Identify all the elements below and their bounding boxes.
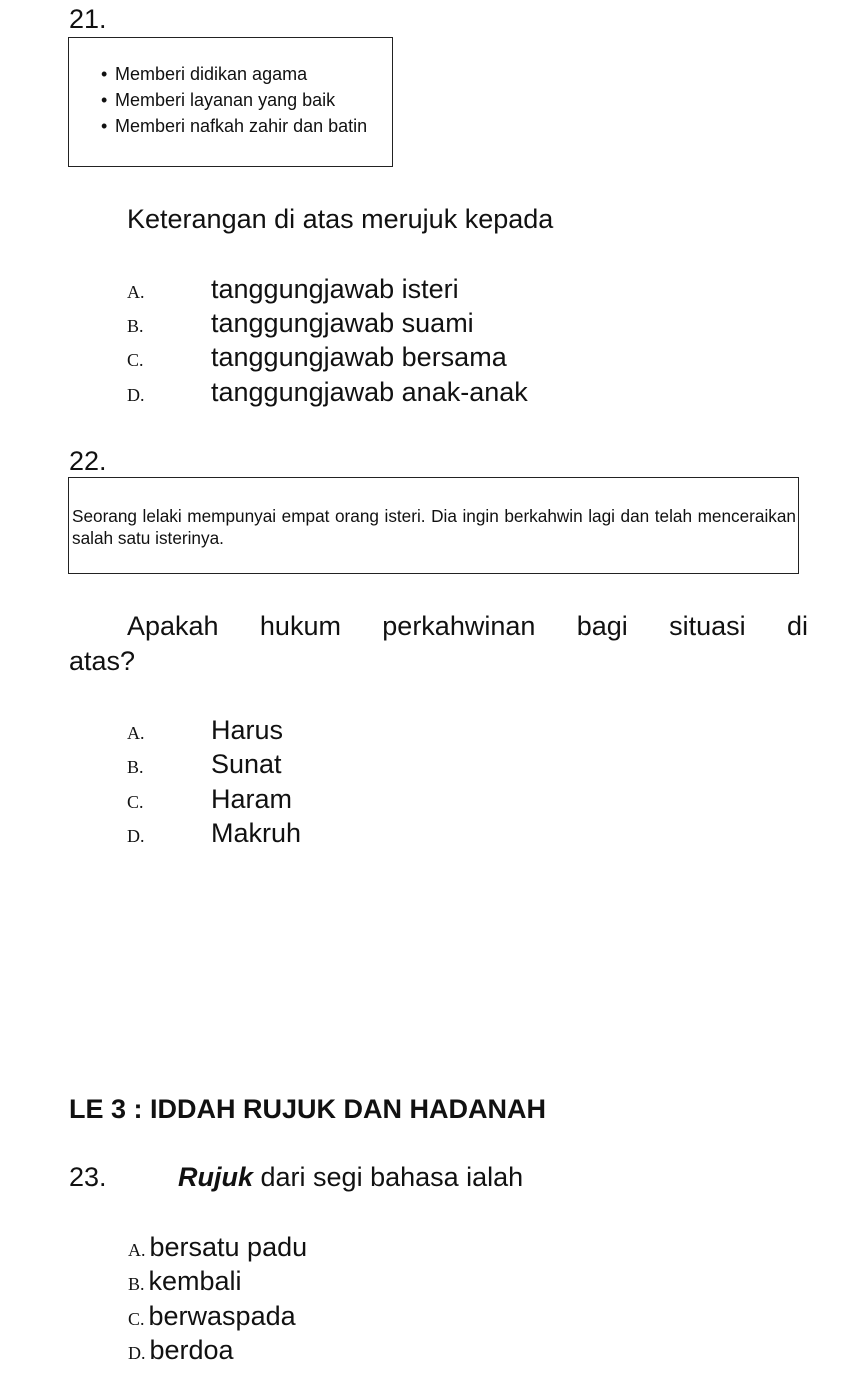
option-text: Sunat: [211, 749, 282, 779]
option-letter: D.: [127, 826, 145, 846]
bullet-list: [101, 61, 367, 139]
option-c[interactable]: [127, 342, 507, 375]
bullet-item: • Memberi layanan yang baik: [101, 87, 367, 113]
bullet-item: • Memberi didikan agama: [101, 61, 367, 87]
option-letter: C.: [128, 1309, 145, 1329]
option-letter: C.: [127, 792, 144, 812]
question-stem: Keterangan di atas merujuk kepada: [127, 204, 554, 234]
question-number: 22.: [69, 446, 107, 476]
scenario-text: Seorang lelaki mempunyai empat orang isteri. Dia ingin berkahwin lagi dan telah menceraikan salah satu isterinya.: [72, 506, 796, 548]
info-box: [68, 37, 393, 167]
option-a[interactable]: [127, 715, 283, 748]
option-letter: A.: [128, 1240, 146, 1260]
option-letter: C.: [127, 350, 144, 370]
option-c[interactable]: [127, 784, 292, 817]
option-letter: A.: [127, 723, 145, 743]
stem-word: perkahwinan: [382, 611, 536, 641]
option-c[interactable]: [128, 1301, 296, 1334]
option-letter: D.: [128, 1343, 146, 1363]
option-b[interactable]: [127, 308, 474, 341]
option-text: Makruh: [211, 818, 302, 848]
option-text: bersatu padu: [149, 1232, 308, 1262]
question-stem-continued: atas?: [69, 646, 136, 676]
option-b[interactable]: [128, 1266, 242, 1299]
stem-word: bagi: [576, 611, 628, 641]
bullet-item: • Memberi nafkah zahir dan batin: [101, 113, 367, 139]
question-stem: [127, 609, 808, 643]
info-box: [68, 477, 799, 574]
option-text: Haram: [211, 784, 293, 814]
stem-word: Apakah: [127, 611, 219, 641]
option-letter: A.: [127, 282, 145, 302]
option-a[interactable]: [127, 274, 459, 307]
section-heading: LE 3 : IDDAH RUJUK DAN HADANAH: [69, 1094, 547, 1124]
option-b[interactable]: [127, 749, 282, 782]
option-text: kembali: [148, 1266, 242, 1296]
stem-emphasis: Rujuk: [178, 1162, 254, 1192]
stem-text: dari segi bahasa ialah: [253, 1162, 524, 1192]
question-number: 23.: [69, 1162, 107, 1192]
option-text: tanggungjawab anak-anak: [211, 377, 528, 407]
question-number: 21.: [69, 4, 107, 34]
option-a[interactable]: [128, 1232, 307, 1265]
option-text: tanggungjawab isteri: [211, 274, 459, 304]
option-text: tanggungjawab suami: [211, 308, 474, 338]
option-text: berdoa: [149, 1335, 234, 1365]
question-stem: [178, 1160, 523, 1194]
option-text: Harus: [211, 715, 284, 745]
option-d[interactable]: [128, 1335, 234, 1368]
option-text: berwaspada: [148, 1301, 296, 1331]
stem-word: di: [786, 611, 808, 641]
option-d[interactable]: [127, 377, 528, 410]
option-letter: B.: [128, 1274, 145, 1294]
stem-word: situasi: [669, 611, 746, 641]
option-letter: D.: [127, 385, 145, 405]
option-letter: B.: [127, 316, 144, 336]
stem-word: hukum: [259, 611, 341, 641]
option-text: tanggungjawab bersama: [211, 342, 507, 372]
option-letter: B.: [127, 757, 144, 777]
option-d[interactable]: [127, 818, 301, 851]
